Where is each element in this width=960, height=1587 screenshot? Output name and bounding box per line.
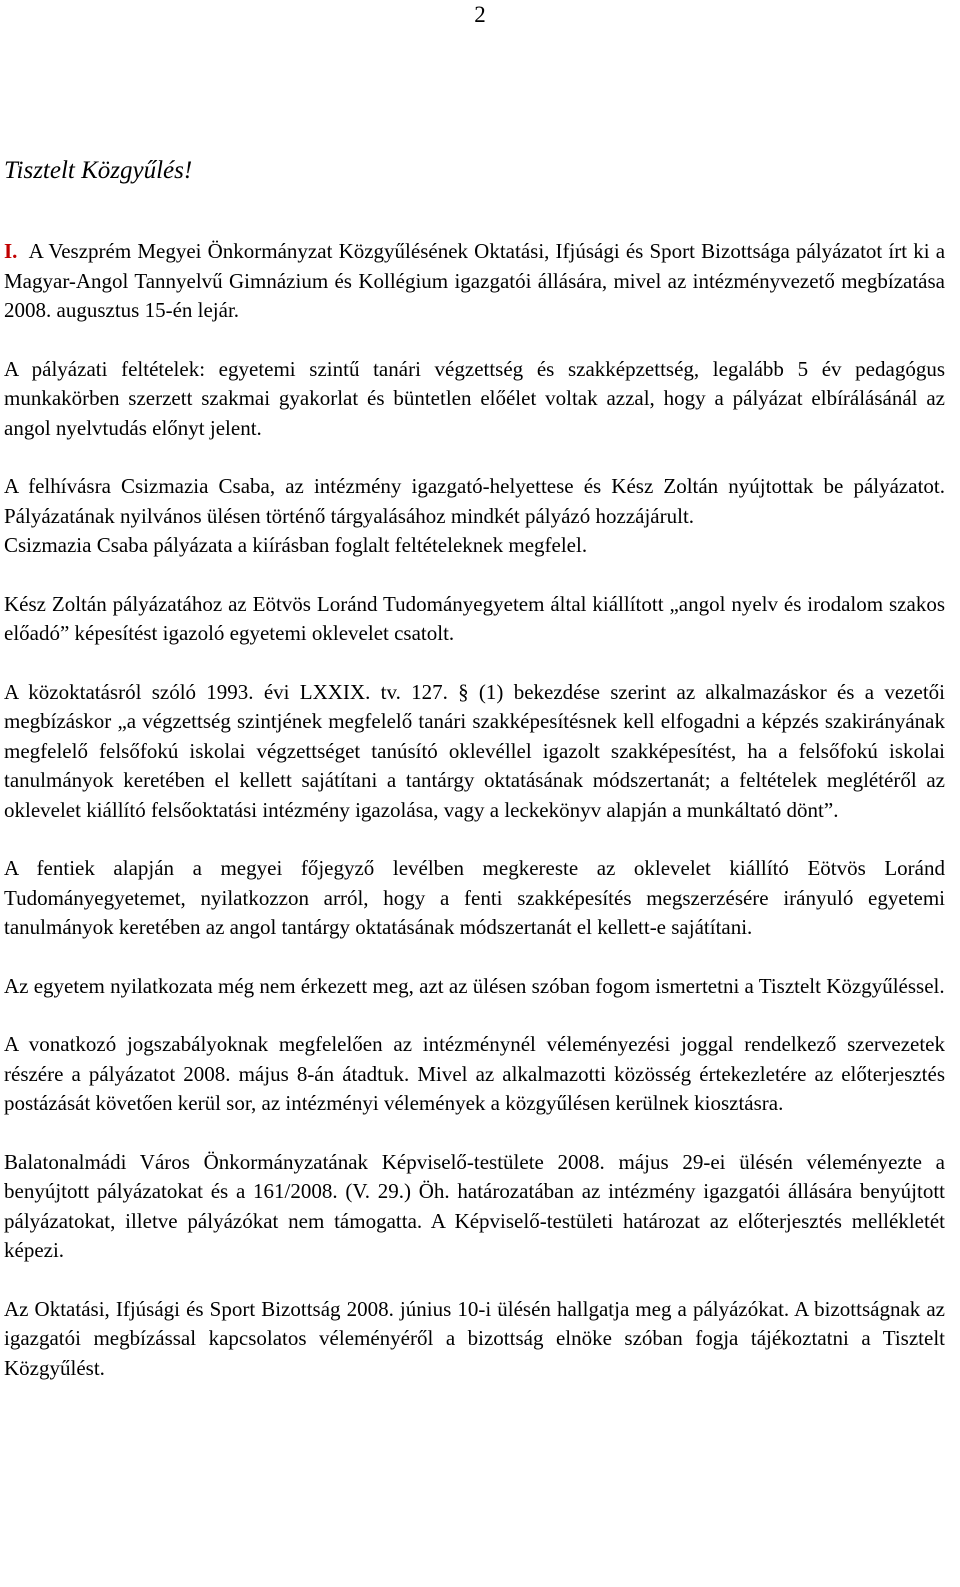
paragraph-9: A vonatkozó jogszabályoknak megfelelően az intézménynél véleményezési joggal rendelkező szervezetek részére a pályázatot 2008. május 8-án átadtuk. Mivel az alkalmazotti közösség értekezletére az előterjesztés postázását követően kerül sor, az intézményi vélemények a közgyűlésen kerülnek kiosztásra. (4, 1032, 945, 1115)
paragraph-10: Balatonalmádi Város Önkormányzatának Képviselő-testülete 2008. május 29-ei ülésén véleményezte a benyújtott pályázatokat és a 161/2008. (V. 29.) Öh. határozatában az intézmény igazgatói állására benyújtott pályázatokat, illetve pályázókat nem támogatta. A Képviselő-testületi határozat az előterjesztés mellékletét képezi. (4, 1149, 945, 1262)
paragraph-2: A pályázati feltételek: egyetemi szintű tanári végzettség és szakképzettség, legalább 5 év pedagógus munkakörben szerzett szakmai gyakorlat és büntetlen előélet voltak azzal, hogy a pályázat elbírálásánál az angol nyelvtudás előnyt jelent. (4, 356, 945, 440)
paragraph-11: Az Oktatási, Ifjúsági és Sport Bizottság 2008. június 10-i ülésén hallgatja meg a pályázókat. A bizottságnak az igazgatói megbízással kapcsolatos véleményéről a bizottság elnöke szóban fogja tájékoztatni a Tisztelt Közgyűlést. (4, 1296, 945, 1380)
paragraph-7: A fentiek alapján a megyei főjegyző levélben megkereste az oklevelet kiállító Eötvös Loránd Tudományegyetemet, nyilatkozzon arról, hogy a fenti szakképesítés megszerzésére irányuló egyetemi tanulmányok keretében az angol tantárgy oktatásának módszertanát el kellett-e sajátítani. (4, 856, 945, 939)
document-body (4, 155, 945, 1383)
paragraph-6: A közoktatásról szóló 1993. évi LXXIX. tv. 127. § (1) bekezdése szerint az alkalmazáskor és a vezetői megbízáskor „a végzettség szintjének megfelelő tanári szakképesítésnek kell elfogadni a képzés szakirányának megfelelő felsőfokú iskolai végzettséget tanúsító oklevéllel igazolt szakképesítést, ha a felsőfokú iskolai tanulmányok keretében el kellett sajátítani a tantárgy oktatásának módszertanát; a feltételek meglétéről az oklevelet kiállító felsőoktatási intézmény igazolása, vagy a leckekönyv alapján a munkáltató dönt”. (4, 679, 945, 822)
paragraph-4: Csizmazia Csaba pályázata a kiírásban foglalt feltételeknek megfelel. (4, 533, 588, 557)
paragraph-1 (4, 237, 945, 326)
paragraph-5: Kész Zoltán pályázatához az Eötvös Loránd Tudományegyetem által kiállított „angol nyelv és irodalom szakos előadó” képesítést igazoló egyetemi oklevelet csatolt. (4, 591, 945, 645)
section-marker: I. (4, 239, 18, 263)
page-number: 2 (474, 2, 486, 27)
paragraph-1-text: A Veszprém Megyei Önkormányzat Közgyűlésének Oktatási, Ifjúsági és Sport Bizottsága pályázatot írt ki a Magyar-Angol Tannyelvű Gimnázium és Kollégium igazgatói állására, mivel az intézményvezető megbízatása 2008. augusztus 15-én lejár. (4, 239, 946, 322)
page-title: Tisztelt Közgyűlés! (4, 157, 193, 184)
paragraph-3: A felhívásra Csizmazia Csaba, az intézmény igazgató-helyettese és Kész Zoltán nyújtottak be pályázatot. Pályázatának nyilvános ülésen történő tárgyalásához mindkét pályázó hozzájárult. (4, 474, 945, 528)
paragraph-8: Az egyetem nyilatkozata még nem érkezett meg, azt az ülésen szóban fogom ismertetni a Tisztelt Közgyűléssel. (4, 973, 945, 998)
